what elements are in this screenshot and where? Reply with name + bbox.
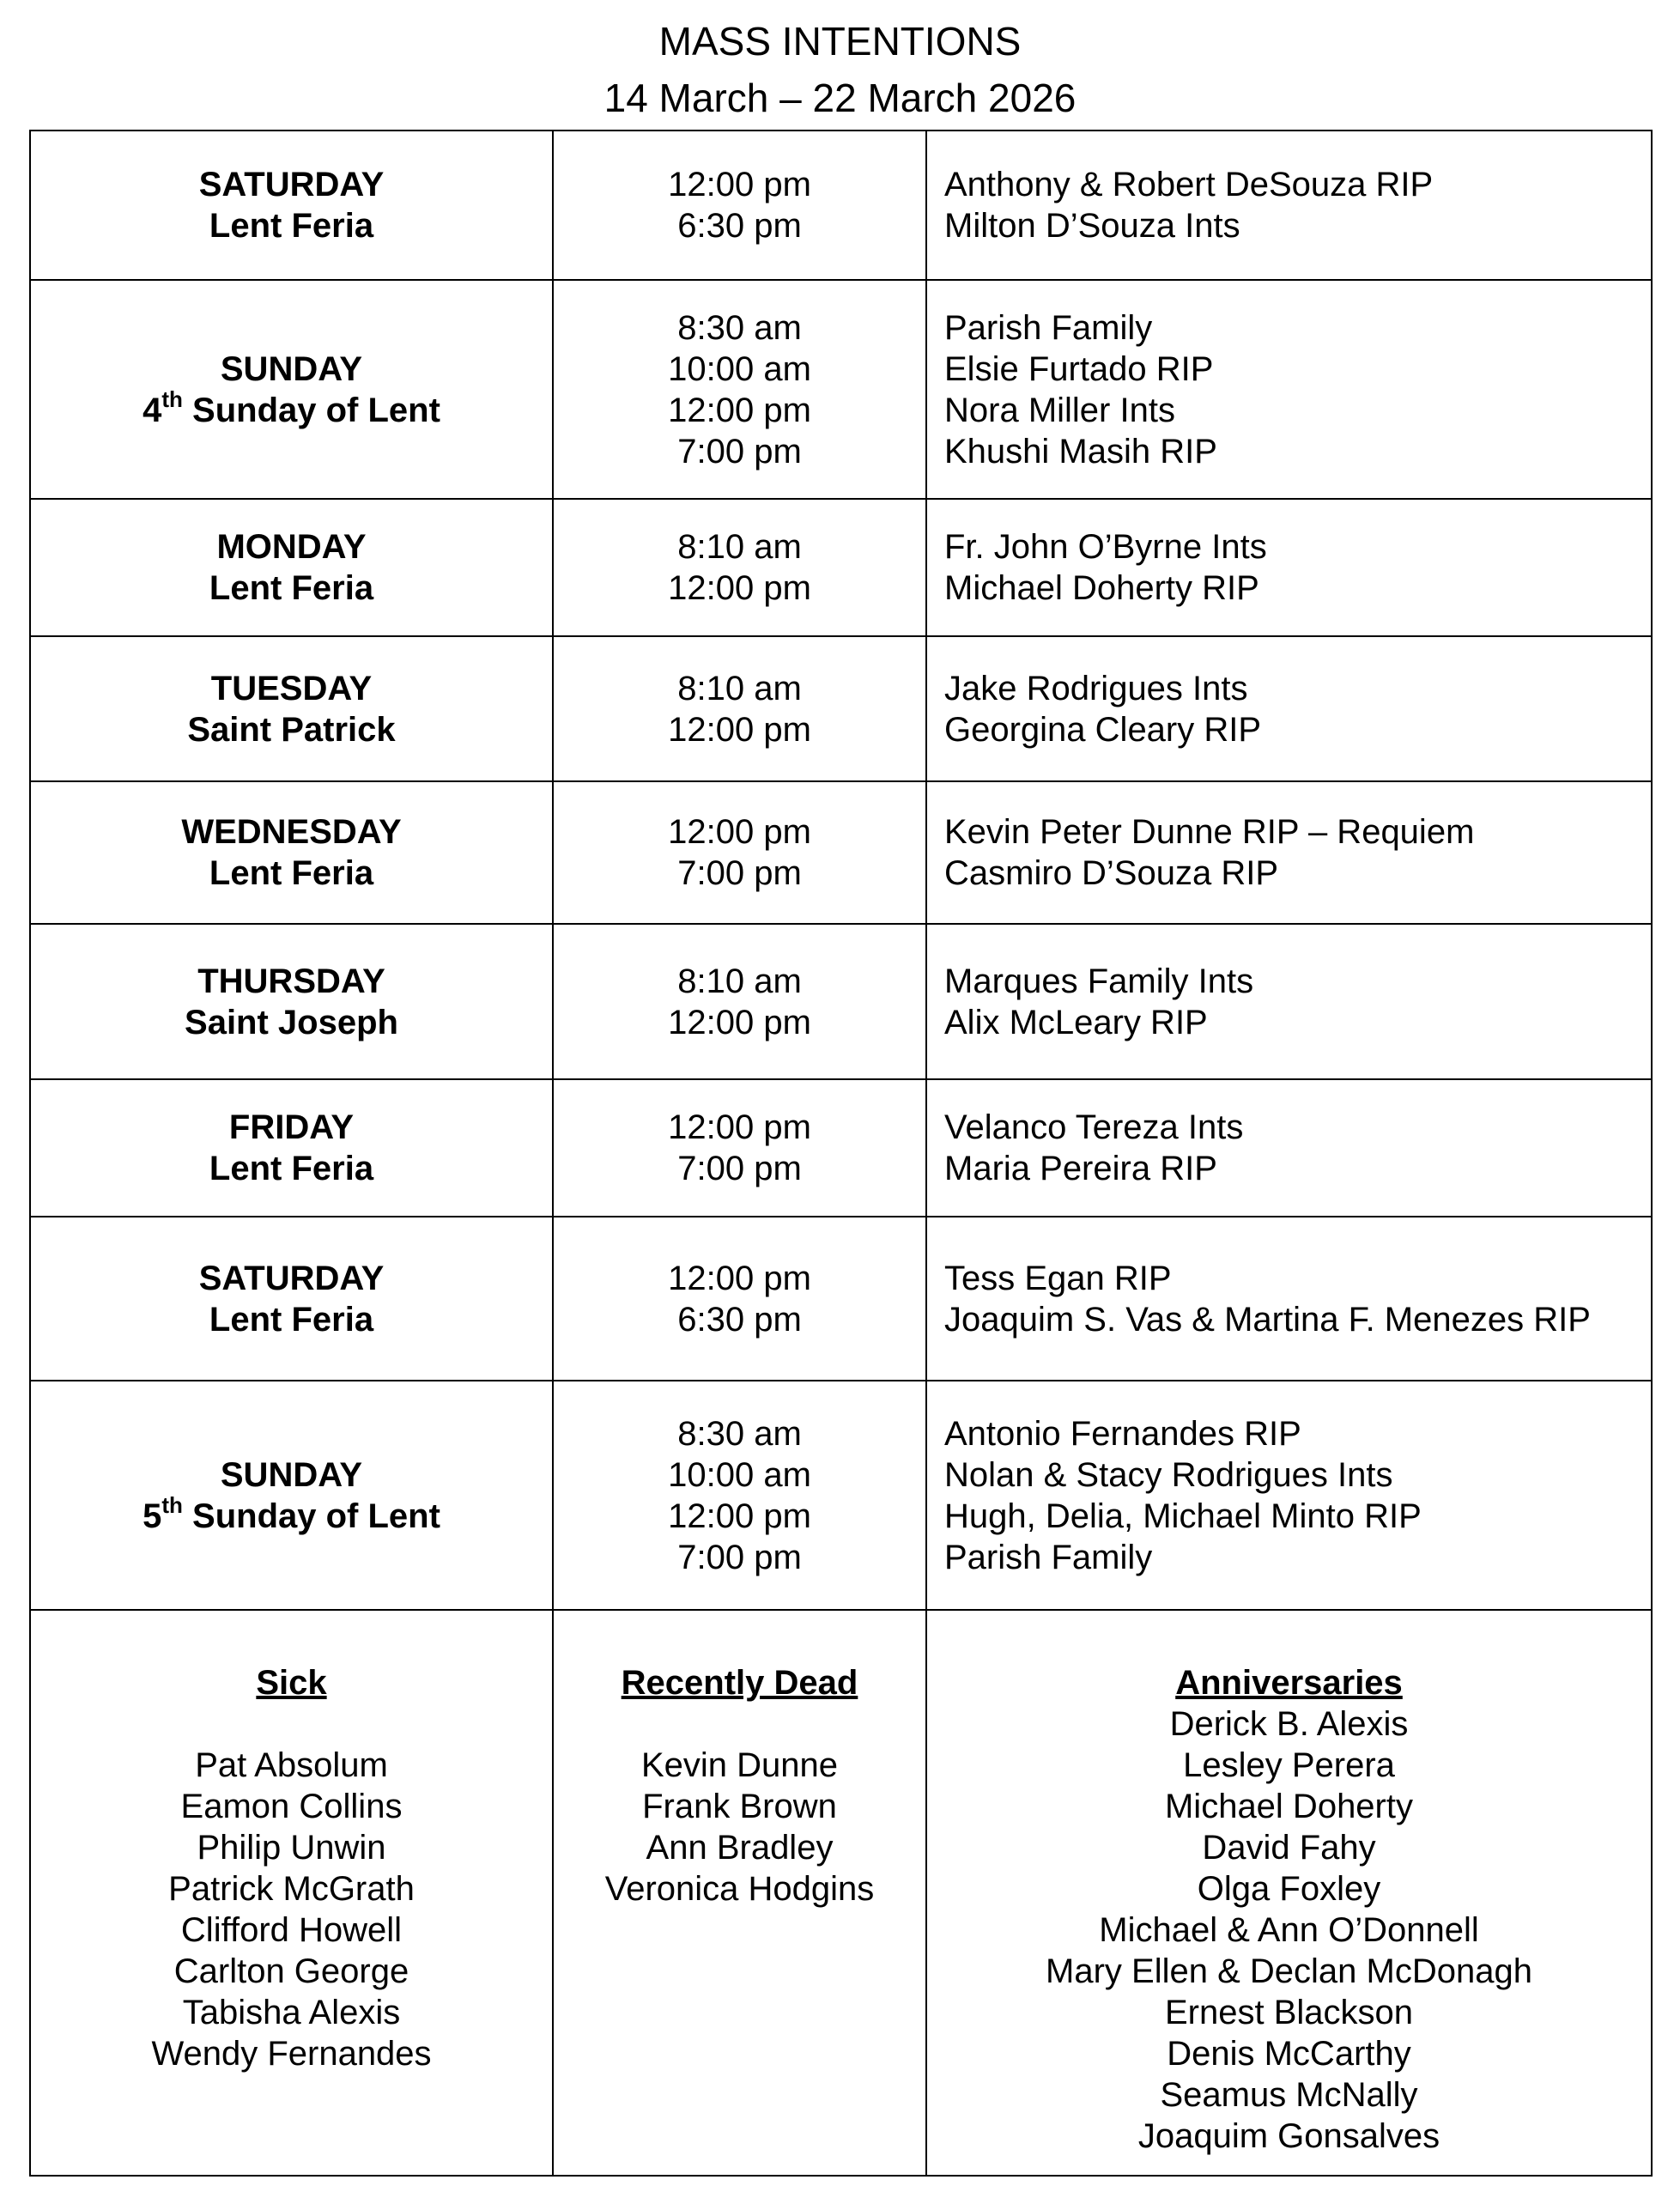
day-cell (30, 1079, 553, 1217)
day-cell (30, 1381, 553, 1610)
mass-time: 12:00 pm (668, 166, 811, 203)
mass-time: 6:30 pm (677, 207, 802, 245)
times-cell (553, 1217, 926, 1381)
feast-name: Lent Feria (209, 1150, 374, 1187)
feast-name: Lent Feria (209, 1300, 374, 1339)
feast-name: Lent Feria (209, 569, 374, 607)
day-name: TUESDAY (210, 669, 373, 707)
lists-row (30, 1610, 1652, 2176)
spacer (554, 1703, 925, 1745)
day-row (30, 131, 1652, 280)
day-cell (30, 1217, 553, 1381)
feast-name (31, 386, 552, 431)
feast-name: Lent Feria (209, 854, 374, 892)
intention: Nolan & Stacy Rodrigues Ints (944, 1455, 1393, 1494)
feast-name: Saint Joseph (185, 1003, 398, 1041)
day-cell (30, 924, 553, 1079)
day-row (30, 1217, 1652, 1381)
feast-name: Saint Patrick (187, 710, 396, 749)
day-row (30, 1079, 1652, 1217)
intention: Khushi Masih RIP (944, 432, 1217, 471)
day-cell (30, 781, 553, 924)
mass-time: 12:00 pm (668, 1003, 811, 1041)
day-name: SATURDAY (198, 1259, 385, 1297)
schedule-body (30, 131, 1652, 2176)
intention: Parish Family (944, 308, 1153, 347)
list-name: Mary Ellen & Declan McDonagh (1046, 1952, 1532, 1990)
page-title: MASS INTENTIONS (658, 19, 1022, 64)
list-name: Philip Unwin (197, 1829, 386, 1867)
mass-time: 12:00 pm (668, 1259, 811, 1297)
intention: Anthony & Robert DeSouza RIP (944, 166, 1434, 203)
recently-dead-list-title: Recently Dead (621, 1664, 858, 1702)
feast-ordinal-suffix: th (161, 1492, 183, 1519)
mass-time: 12:00 pm (668, 1108, 811, 1146)
intention: Antonio Fernandes RIP (944, 1414, 1301, 1453)
times-cell (553, 1079, 926, 1217)
recently-dead-list (553, 1610, 926, 2176)
anniversaries-list (926, 1610, 1652, 2176)
intentions-cell (926, 636, 1652, 781)
list-name: Tabisha Alexis (182, 1994, 401, 2031)
list-name: Ann Bradley (646, 1829, 834, 1867)
intentions-cell (926, 1217, 1652, 1381)
list-name: Pat Absolum (195, 1746, 388, 1784)
list-name: Michael & Ann O’Donnell (1099, 1911, 1479, 1949)
intention: Velanco Tereza Ints (944, 1108, 1244, 1146)
intention: Casmiro D’Souza RIP (944, 854, 1279, 892)
mass-time: 8:30 am (677, 1414, 802, 1453)
intention: Jake Rodrigues Ints (944, 669, 1248, 707)
list-name: Clifford Howell (180, 1911, 403, 1949)
list-name: Joaquim Gonsalves (1137, 2117, 1440, 2155)
list-name: Patrick McGrath (168, 1870, 415, 1908)
intention: Tess Egan RIP (944, 1259, 1172, 1297)
list-name: Seamus McNally (1160, 2076, 1418, 2114)
day-row (30, 636, 1652, 781)
intention: Maria Pereira RIP (944, 1150, 1217, 1187)
day-name: MONDAY (216, 528, 367, 566)
list-name: Denis McCarthy (1167, 2035, 1411, 2073)
intentions-cell (926, 781, 1652, 924)
intentions-cell (926, 1381, 1652, 1610)
times-cell (553, 1381, 926, 1610)
feast-name (31, 1492, 552, 1537)
intentions-cell (926, 1079, 1652, 1217)
day-name: WEDNESDAY (181, 813, 402, 851)
times-cell (553, 499, 926, 636)
list-name: Veronica Hodgins (604, 1870, 875, 1908)
list-name: David Fahy (1202, 1829, 1376, 1867)
mass-intentions-table (29, 130, 1653, 2177)
day-row (30, 1381, 1652, 1610)
feast-label: Sunday of Lent (192, 391, 440, 429)
times-cell (553, 924, 926, 1079)
list-name: Frank Brown (642, 1788, 837, 1825)
mass-time: 7:00 pm (677, 1538, 802, 1576)
sick-list-title: Sick (256, 1664, 327, 1702)
intention: Milton D’Souza Ints (944, 207, 1240, 245)
mass-time: 7:00 pm (677, 432, 802, 471)
list-name: Eamon Collins (180, 1788, 403, 1825)
mass-time: 6:30 pm (677, 1300, 802, 1339)
intentions-cell (926, 499, 1652, 636)
day-name: FRIDAY (228, 1108, 355, 1146)
list-name: Kevin Dunne (640, 1746, 839, 1784)
page-subtitle: 14 March – 22 March 2026 (603, 76, 1077, 120)
intention: Georgina Cleary RIP (944, 710, 1262, 749)
spacer (31, 1703, 552, 1745)
mass-time: 12:00 pm (668, 710, 811, 749)
list-name: Lesley Perera (1183, 1746, 1395, 1784)
intention: Michael Doherty RIP (944, 569, 1259, 607)
feast-ordinal-suffix: th (161, 386, 183, 413)
list-name: Ernest Blackson (1164, 1994, 1414, 2031)
intention: Kevin Peter Dunne RIP – Requiem (944, 813, 1475, 851)
intention: Nora Miller Ints (944, 391, 1175, 429)
intention: Joaquim S. Vas & Martina F. Menezes RIP (944, 1300, 1591, 1339)
mass-time: 8:30 am (677, 308, 802, 347)
intention: Alix McLeary RIP (944, 1003, 1208, 1041)
sick-list (30, 1610, 553, 2176)
list-name: Olga Foxley (1197, 1870, 1381, 1908)
intentions-cell (926, 924, 1652, 1079)
mass-time: 10:00 am (668, 1455, 811, 1494)
intention: Elsie Furtado RIP (944, 349, 1214, 388)
mass-time: 10:00 am (668, 349, 811, 388)
day-cell (30, 280, 553, 499)
day-name: SUNDAY (220, 349, 363, 388)
times-cell (553, 636, 926, 781)
day-row (30, 781, 1652, 924)
list-name: Carlton George (173, 1952, 409, 1990)
feast-ordinal: 5 (143, 1497, 162, 1535)
times-cell (553, 280, 926, 499)
feast-name: Lent Feria (209, 207, 374, 245)
mass-time: 12:00 pm (668, 391, 811, 429)
intention: Marques Family Ints (944, 962, 1254, 1000)
intentions-cell (926, 280, 1652, 499)
mass-time: 12:00 pm (668, 813, 811, 851)
times-cell (553, 781, 926, 924)
mass-time: 7:00 pm (677, 1150, 802, 1187)
feast-ordinal: 4 (143, 391, 162, 429)
day-row (30, 924, 1652, 1079)
list-name: Derick B. Alexis (1169, 1705, 1409, 1743)
mass-time: 7:00 pm (677, 854, 802, 892)
feast-label: Sunday of Lent (192, 1497, 440, 1535)
intention: Hugh, Delia, Michael Minto RIP (944, 1497, 1422, 1535)
list-name: Wendy Fernandes (151, 2035, 432, 2073)
day-name: THURSDAY (197, 962, 385, 1000)
anniversaries-list-title: Anniversaries (1175, 1664, 1403, 1702)
list-name: Michael Doherty (1164, 1788, 1413, 1825)
mass-time: 8:10 am (677, 528, 802, 566)
day-row (30, 280, 1652, 499)
day-name: SUNDAY (220, 1455, 363, 1494)
mass-time: 12:00 pm (668, 569, 811, 607)
day-cell (30, 131, 553, 280)
mass-time: 12:00 pm (668, 1497, 811, 1535)
intention: Fr. John O’Byrne Ints (944, 528, 1267, 566)
mass-time: 8:10 am (677, 669, 802, 707)
day-cell (30, 636, 553, 781)
intentions-cell (926, 131, 1652, 280)
mass-time: 8:10 am (677, 962, 802, 1000)
times-cell (553, 131, 926, 280)
intention: Parish Family (944, 1538, 1153, 1576)
day-cell (30, 499, 553, 636)
day-row (30, 499, 1652, 636)
day-name: SATURDAY (198, 166, 385, 203)
